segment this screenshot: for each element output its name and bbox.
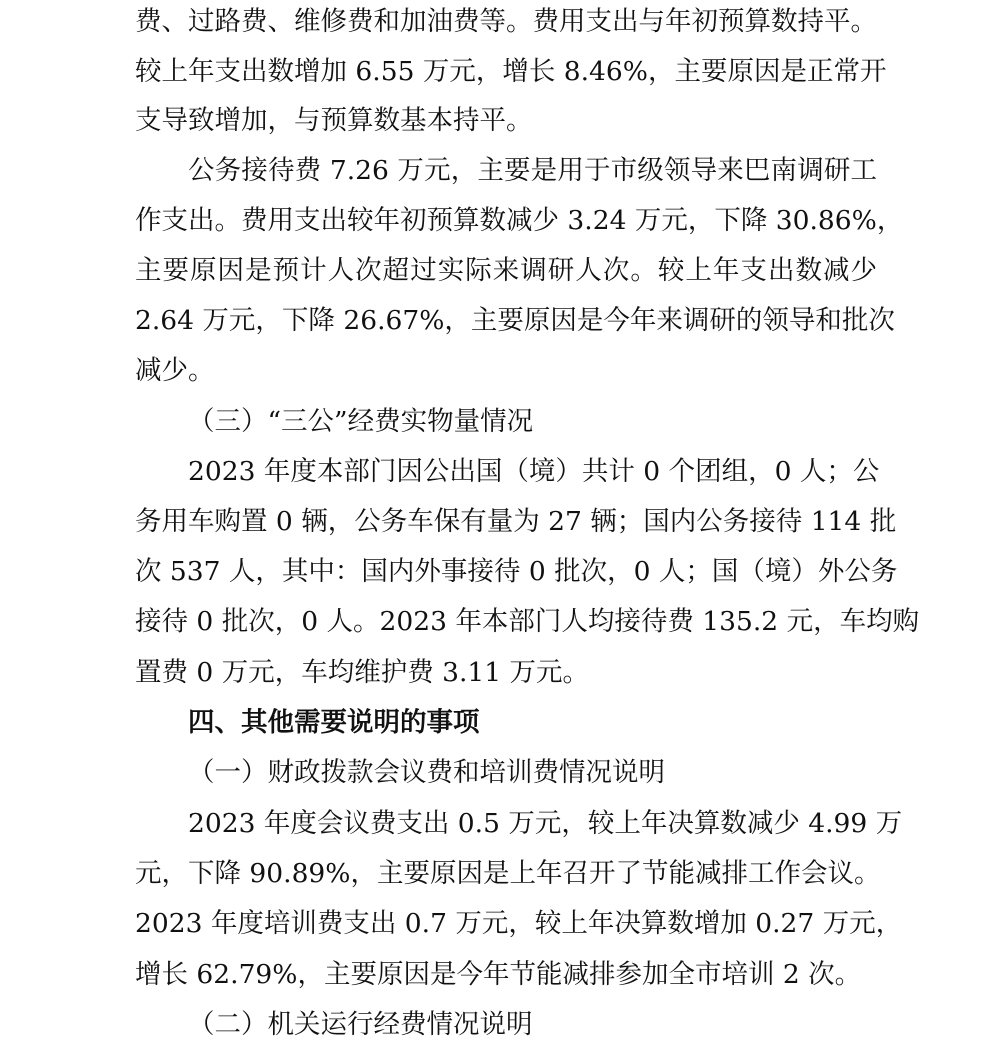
subsection-heading: （三）“三公”经费实物量情况	[188, 406, 534, 437]
text-line: 元，下降 90.89%，主要原因是上年召开了节能减排工作会议。	[135, 858, 881, 889]
text-line: 务用车购置 0 辆，公务车保有量为 27 辆；国内公务接待 114 批	[135, 506, 897, 537]
text-line: 2023 年度本部门因公出国（境）共计 0 个团组，0 人；公	[188, 456, 880, 487]
text-line: 支导致增加，与预算数基本持平。	[135, 105, 533, 136]
text-line: 2023 年度会议费支出 0.5 万元，较上年决算数减少 4.99 万	[188, 808, 903, 839]
text-line: 2023 年度培训费支出 0.7 万元，较上年决算数增加 0.27 万元，	[135, 908, 903, 939]
subsection-heading: （一）财政拨款会议费和培训费情况说明	[188, 757, 665, 788]
text-line: 费、过路费、维修费和加油费等。费用支出与年初预算数持平。	[135, 6, 877, 37]
text-line: 减少。	[135, 355, 215, 386]
text-line: 公务接待费 7.26 万元，主要是用于市级领导来巴南调研工	[188, 155, 877, 186]
text-line: 较上年支出数增加 6.55 万元，增长 8.46%，主要原因是正常开	[135, 56, 887, 87]
text-line: 次 537 人，其中：国内外事接待 0 批次，0 人；国（境）外公务	[135, 556, 898, 587]
subsection-heading: （二）机关运行经费情况说明	[188, 1009, 533, 1040]
text-line: 主要原因是预计人次超过实际来调研人次。较上年支出数减少	[135, 255, 877, 286]
text-line: 2.64 万元，下降 26.67%，主要原因是今年来调研的领导和批次	[135, 305, 895, 336]
section-heading: 四、其他需要说明的事项	[188, 707, 480, 738]
text-line: 接待 0 批次，0 人。2023 年本部门人均接待费 135.2 元，车均购	[135, 606, 920, 637]
text-line: 增长 62.79%，主要原因是今年节能减排参加全市培训 2 次。	[135, 959, 862, 990]
text-line: 置费 0 万元，车均维护费 3.11 万元。	[135, 657, 590, 688]
text-line: 作支出。费用支出较年初预算数减少 3.24 万元，下降 30.86%，	[135, 205, 904, 236]
